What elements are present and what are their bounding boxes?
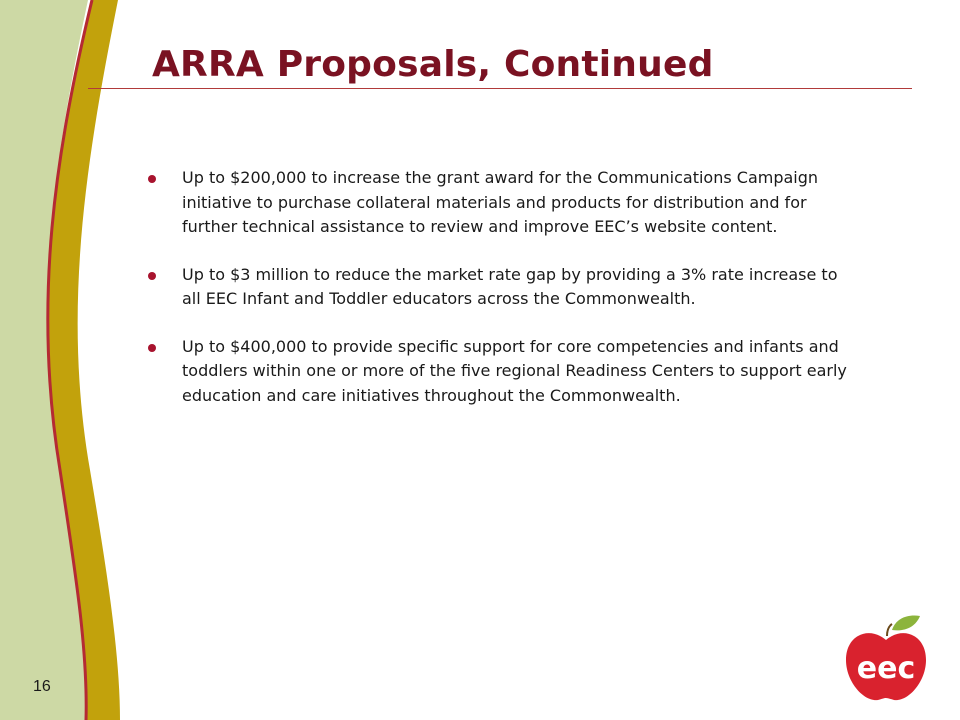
slide-title: ARRA Proposals, Continued: [152, 44, 714, 85]
bullet-text: Up to $400,000 to provide specific support for core competencies and infants and toddlers within one or more of the five regional Readiness Centers to support early education and care initiatives throughout the Commonwealth.: [182, 336, 847, 405]
bullet-list: [148, 166, 848, 431]
stem-icon: [887, 624, 892, 636]
logo-text: eec: [856, 651, 916, 686]
page-number: 16: [33, 678, 51, 695]
bullet-text: Up to $200,000 to increase the grant award for the Communications Campaign initiative to purchase collateral materials and products for distribution and for further technical assistance to review and improve EEC’s website content.: [182, 168, 819, 236]
leaf-icon: [892, 616, 920, 631]
apple-logo-icon: [840, 612, 932, 704]
bullet-item: [148, 335, 848, 409]
bullet-icon: [148, 175, 156, 183]
bullet-item: [148, 166, 848, 240]
bullet-icon: [148, 272, 156, 280]
bullet-icon: [148, 344, 156, 352]
title-underline: [88, 88, 912, 89]
bullet-text: Up to $3 million to reduce the market rate gap by providing a 3% rate increase to all EEC Infant and Toddler educators across the Commonwealth.: [182, 264, 838, 308]
bullet-item: [148, 263, 848, 312]
